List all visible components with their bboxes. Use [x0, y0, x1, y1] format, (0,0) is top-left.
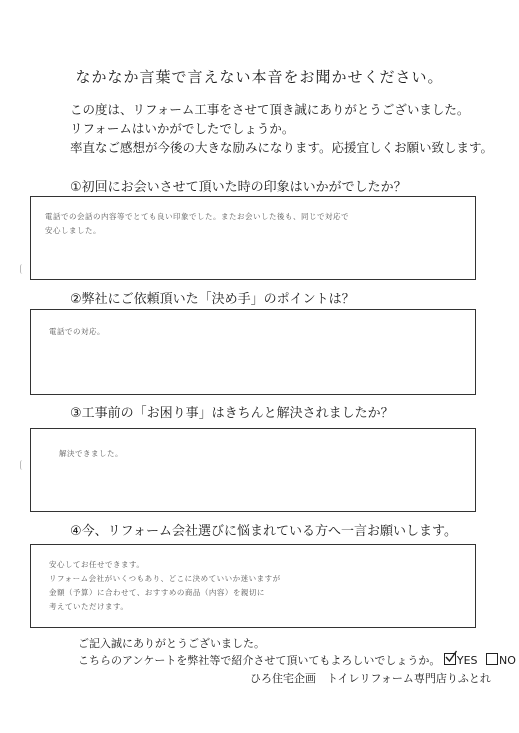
thanks-text: ご記入誠にありがとうございました。 — [78, 637, 265, 650]
company-name: ひろ住宅企画 トイレリフォーム専門店りふとれ — [250, 672, 491, 685]
intro-line-2: リフォームはいかがでしたでしょうか。 — [70, 121, 295, 136]
question-2-title: ②弊社にご依頼頂いた「決め手」のポイントは？ — [70, 292, 355, 307]
answer-box-2 — [30, 309, 476, 395]
question-4-title: ④今、リフォーム会社選びに悩まれている方へ一言お願いします。 — [70, 524, 457, 539]
consent-question: こちらのアンケートを弊社等で紹介させて頂いてもよろしいでしょうか。 — [78, 654, 441, 667]
answer-1-line-1: 電話での会話の内容等でとても良い印象でした。またお会いした後も、同じで対応で — [45, 212, 349, 221]
answer-1-line-2: 安心しました。 — [45, 226, 101, 235]
yes-checkbox[interactable] — [444, 653, 456, 665]
no-checkbox[interactable] — [486, 653, 498, 665]
consent-row — [78, 652, 516, 668]
checkmark-icon — [444, 650, 458, 664]
page-title: なかなか言葉で言えない本音をお聞かせください。 — [75, 68, 444, 86]
no-label: NO — [499, 654, 516, 667]
answer-box-3 — [30, 428, 476, 512]
yes-label: YES — [456, 654, 478, 667]
answer-2-line-1: 電話での対応。 — [49, 327, 105, 336]
answer-box-1 — [30, 196, 476, 280]
answer-4-line-1: 安心してお任せできます。 — [49, 560, 145, 569]
intro-text — [70, 100, 493, 157]
answer-4-line-4: 考えていただけます。 — [49, 602, 129, 611]
intro-line-1: この度は、リフォーム工事をさせて頂き誠にありがとうございました。 — [70, 102, 470, 117]
question-3-title: ③工事前の「お困り事」はきちんと解決されましたか？ — [70, 406, 394, 421]
intro-line-3: 率直なご感想が今後の大きな励みになります。応援宜しくお願い致します。 — [70, 140, 494, 155]
answer-3-line-1: 解決できました。 — [59, 449, 123, 458]
answer-box-4 — [30, 544, 476, 628]
answer-4-line-3: 金額（予算）に合わせて、おすすめの商品（内容）を親切に — [49, 588, 265, 597]
answer-4-line-2: リフォーム会社がいくつもあり、どこに決めていいか迷いますが — [49, 574, 281, 583]
question-1-title: ①初回にお会いさせて頂いた時の印象はいかがでしたか？ — [70, 180, 407, 195]
binder-mark — [20, 460, 25, 470]
binder-mark — [20, 264, 25, 274]
